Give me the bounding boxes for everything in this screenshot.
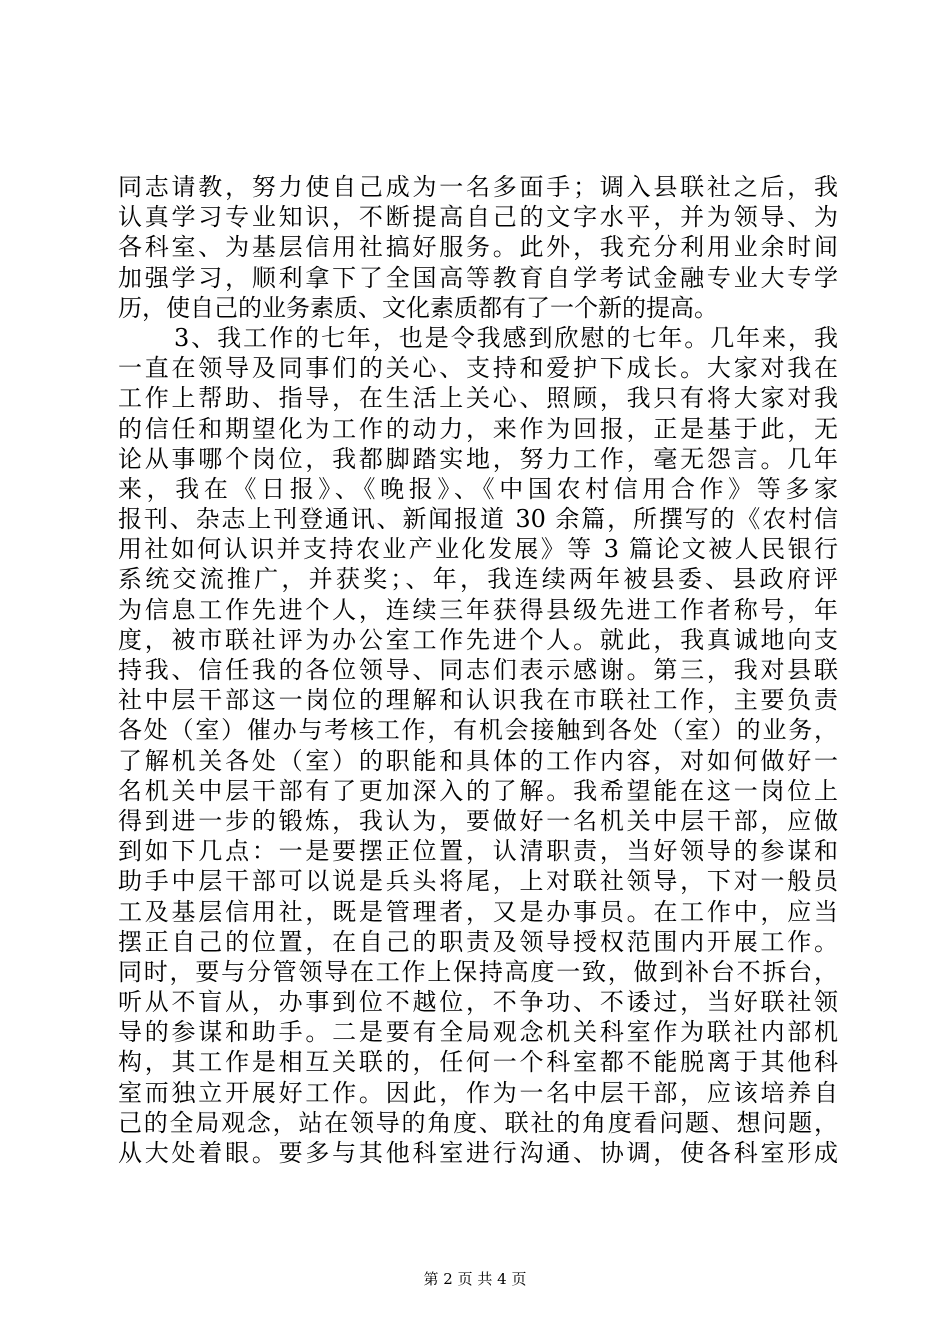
body-text bbox=[118, 172, 838, 1168]
text-line: 得到进一步的锻炼，我认为，要做好一名机关中层干部，应做 bbox=[118, 806, 838, 835]
text-line: 历，使自己的业务素质、文化素质都有了一个新的提高。 bbox=[118, 293, 718, 322]
text-line: 了解机关各处（室）的职能和具体的工作内容，对如何做好一 bbox=[118, 746, 838, 775]
text-line: 名机关中层干部有了更加深入的了解。我希望能在这一岗位上 bbox=[118, 776, 838, 805]
text-line: 为信息工作先进个人，连续三年获得县级先进工作者称号，年 bbox=[118, 595, 838, 624]
text-line: 工及基层信用社，既是管理者，又是办事员。在工作中，应当 bbox=[118, 897, 838, 926]
text-line: 用社如何认识并支持农业产业化发展》等 3 篇论文被人民银行 bbox=[118, 535, 838, 564]
text-line: 3、我工作的七年，也是令我感到欣慰的七年。几年来，我 bbox=[174, 323, 838, 352]
page-number: 第 2 页 共 4 页 bbox=[423, 1270, 527, 1288]
text-line: 一直在领导及同事们的关心、支持和爱护下成长。大家对我在 bbox=[118, 354, 838, 383]
text-line: 导的参谋和助手。二是要有全局观念机关科室作为联社内部机 bbox=[118, 1018, 838, 1047]
text-line: 持我、信任我的各位领导、同志们表示感谢。第三，我对县联 bbox=[118, 656, 838, 684]
text-line: 论从事哪个岗位，我都脚踏实地，努力工作，毫无怨言。几年 bbox=[118, 444, 838, 473]
text-line: 摆正自己的位置，在自己的职责及领导授权范围内开展工作。 bbox=[118, 927, 838, 956]
text-line: 同时，要与分管领导在工作上保持高度一致，做到补台不拆台， bbox=[118, 957, 838, 986]
text-line: 来，我在《日报》、《晚报》、《中国农村信用合作》等多家 bbox=[118, 474, 838, 503]
paragraph-2 bbox=[118, 323, 838, 1168]
text-line: 助手中层干部可以说是兵头将尾，上对联社领导，下对一般员 bbox=[118, 867, 838, 896]
text-line: 度，被市联社评为办公室工作先进个人。就此，我真诚地向支 bbox=[118, 625, 838, 654]
text-line: 各处（室）催办与考核工作，有机会接触到各处（室）的业务， bbox=[118, 716, 838, 745]
page-footer bbox=[0, 1269, 950, 1289]
text-line: 系统交流推广，并获奖；、年，我连续两年被县委、县政府评 bbox=[118, 565, 838, 594]
text-line: 己的全局观念，站在领导的角度、联社的角度看问题、想问题， bbox=[118, 1108, 838, 1137]
text-line: 室而独立开展好工作。因此，作为一名中层干部，应该培养自 bbox=[118, 1078, 838, 1107]
text-line: 报刊、杂志上刊登通讯、新闻报道 30 余篇，所撰写的《农村信 bbox=[118, 505, 838, 534]
text-line: 构，其工作是相互关联的，任何一个科室都不能脱离于其他科 bbox=[118, 1048, 838, 1077]
text-line: 工作上帮助、指导，在生活上关心、照顾，我只有将大家对我 bbox=[118, 384, 838, 413]
text-line: 加强学习，顺利拿下了全国高等教育自学考试金融专业大专学 bbox=[118, 263, 838, 292]
text-line: 同志请教，努力使自己成为一名多面手；调入县联社之后，我 bbox=[118, 173, 838, 201]
text-line: 认真学习专业知识，不断提高自己的文字水平，并为领导、为 bbox=[118, 203, 838, 232]
text-line: 到如下几点：一是要摆正位置，认清职责，当好领导的参谋和 bbox=[118, 837, 838, 866]
text-line: 的信任和期望化为工作的动力，来作为回报，正是基于此，无 bbox=[118, 414, 838, 443]
text-line: 听从不盲从，办事到位不越位，不争功、不诿过，当好联社领 bbox=[118, 988, 838, 1017]
text-line: 从大处着眼。要多与其他科室进行沟通、协调，使各科室形成 bbox=[118, 1139, 838, 1167]
text-line: 各科室、为基层信用社搞好服务。此外，我充分利用业余时间 bbox=[118, 233, 838, 262]
paragraph-1 bbox=[118, 172, 838, 323]
text-line: 社中层干部这一岗位的理解和认识我在市联社工作，主要负责 bbox=[118, 686, 838, 715]
